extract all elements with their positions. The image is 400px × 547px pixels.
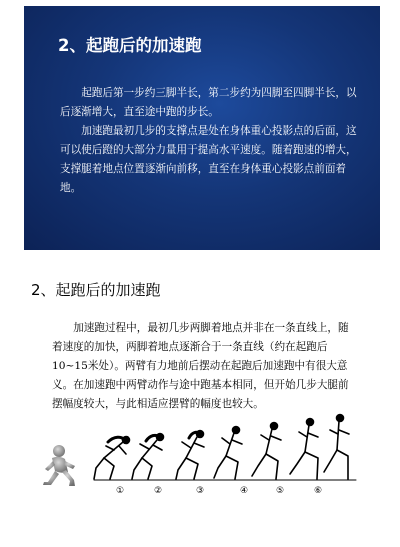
slide-paragraph-1: 起跑后第一步约三脚半长，第二步约为四脚至四脚半长，以后逐渐增大，直至途中跑的步长。 (60, 87, 357, 118)
figure-label-3: ③ (196, 486, 205, 496)
page-body (52, 319, 356, 414)
runner-figure-icon (42, 444, 80, 490)
slide-body (60, 84, 364, 198)
figure-label-5: ⑤ (276, 486, 285, 496)
slide-paragraph-2: 加速跑最初几步的支撑点是处在身体重心投影点的后面，这可以使后蹬的大部分力量用于提高水平速度。随着跑速的增大，支撑腿着地点位置逐渐向前移，直至在身体重心投影点前面着地。 (60, 125, 357, 194)
slide-title: 2、起跑后的加速跑 (58, 36, 202, 55)
runner-4 (214, 427, 242, 480)
runner-2 (132, 434, 164, 480)
runner-6 (290, 419, 318, 480)
runner-5 (252, 423, 281, 480)
slide-panel (24, 6, 380, 250)
figure-label-6: ⑥ (314, 486, 323, 496)
page-paragraph: 加速跑过程中，最初几步两脚着地点并非在一条直线上，随着速度的加快，两脚着地点逐渐合于一条直线（约在起跑后10~15米处）。两臂有力地前后摆动在起跑后加速跑中有很大意义。在加速跑中两臂动作与途中跑基本相同，但开始几步大腿前摆幅度较大，与此相适应摆臂的幅度也较大。 (52, 322, 349, 410)
figure-label-1: ① (116, 486, 125, 496)
page-title: 2、起跑后的加速跑 (31, 281, 161, 299)
acceleration-sequence-figure (92, 406, 358, 500)
figure-label-4: ④ (240, 486, 249, 496)
runner-1 (94, 437, 130, 480)
runner-3 (176, 431, 204, 480)
figure-label-2: ② (154, 486, 163, 496)
runner-7 (324, 415, 349, 480)
